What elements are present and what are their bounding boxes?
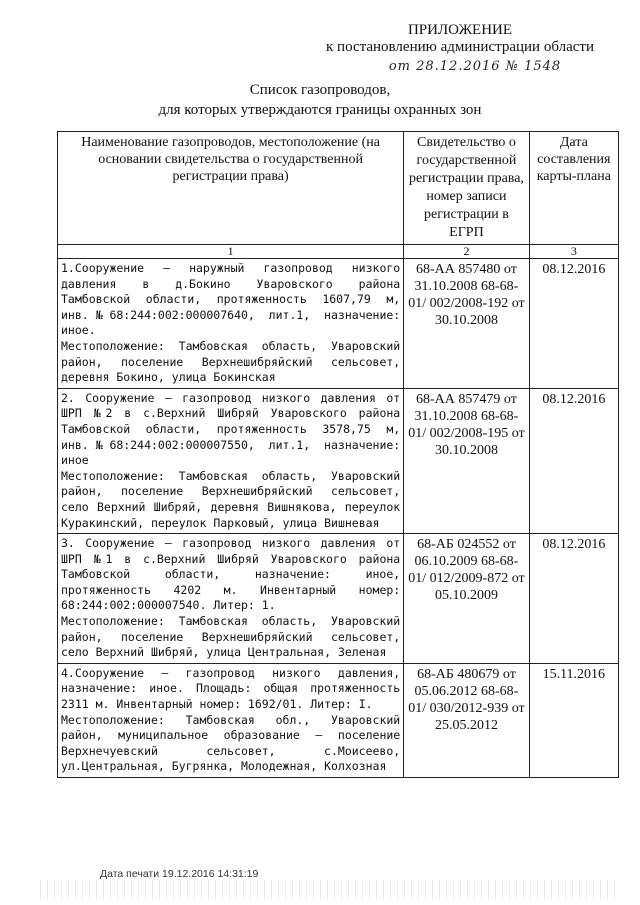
table-row	[58, 534, 619, 664]
pipeline-location: Местоположение: Тамбовская область, Уваровский район, поселение Верхнешибряйский сельсовет, село Верхний Шибряй, улица Центральная, Зеленая	[61, 614, 401, 660]
table-row	[58, 259, 619, 389]
table-row	[58, 663, 619, 777]
header-certificate: Свидетельство о государственной регистрации права, номер записи регистрации в ЕГРП	[404, 132, 529, 245]
pipeline-description: 4.Сооружение – газопровод низкого давления, назначение: иное. Площадь: общая протяженность 2311 м. Инвентарный номер: 1692/01. Литер: I.	[61, 665, 401, 712]
column-number: 2	[404, 245, 529, 259]
pipeline-location: Местоположение: Тамбовская обл., Уваровский район, муниципальное образование – поселение Верхнечуевский сельсовет, с.Моисеево, ул.Центральная, Бугрянка, Молодежная, Колхозная	[61, 712, 401, 774]
header-name-location: Наименование газопроводов, местоположение (на основании свидетельства о государственной регистрации права)	[58, 132, 404, 245]
document-title	[0, 80, 640, 120]
registration-certificate: 68-АБ 480679 от 05.06.2012 68-68-01/ 030/2012-939 от 25.05.2012	[404, 663, 529, 777]
row-description-cell	[58, 534, 404, 664]
pipelines-table	[57, 131, 619, 778]
appendix-title: ПРИЛОЖЕНИЕ	[407, 22, 513, 38]
column-number: 1	[58, 245, 404, 259]
pipeline-description: 2. Сооружение – газопровод низкого давления от ШРП №2 в с.Верхний Шибряй Уваровского района Тамбовской области, протяженность 3578,75 м, инв.№68:244:002:000007550, лит.1, назначение: иное	[61, 390, 401, 468]
pipeline-location: Местоположение: Тамбовская область, Уваровский район, поселение Верхнешибряйский сельсовет, деревня Бокино, улица Бокинская	[61, 338, 401, 385]
table-header-row	[58, 132, 619, 245]
map-plan-date: 08.12.2016	[529, 534, 618, 664]
appendix-header	[300, 22, 620, 75]
pipeline-description: 3. Сооружение – газопровод низкого давления от ШРП №1 в с.Верхний Шибряй Уваровского района Тамбовской области, назначение: иное, протяженность 4202 м. Инвентарный номер: 68:244:002:000007540. Литер: 1.	[61, 536, 401, 613]
row-description-cell	[58, 259, 404, 389]
scan-noise	[40, 880, 620, 900]
appendix-subtitle: к постановлению администрации области	[326, 39, 594, 55]
row-description-cell	[58, 388, 404, 533]
document-title-line1: Список газопроводов,	[249, 82, 391, 98]
print-date: Дата печати 19.12.2016 14:31:19	[100, 868, 259, 880]
handwritten-decree-number: от 28.12.2016 № 1548	[388, 59, 562, 74]
header-date: Дата составления карты-плана	[529, 132, 618, 245]
registration-certificate: 68-АА 857480 от 31.10.2008 68-68-01/ 002/2008-192 от 30.10.2008	[404, 259, 529, 389]
registration-certificate: 68-АБ 024552 от 06.10.2009 68-68-01/ 012/2009-872 от 05.10.2009	[404, 534, 529, 664]
row-description-cell	[58, 663, 404, 777]
column-number-row	[58, 245, 619, 259]
map-plan-date: 08.12.2016	[529, 388, 618, 533]
document-title-line2: для которых утверждаются границы охранных зон	[158, 102, 482, 118]
pipeline-description: 1.Сооружение – наружный газопровод низкого давления в д.Бокино Уваровского района Тамбовской области, протяженность 1607,79 м, инв.№68:244:002:000007640, лит.1, назначение: иное.	[61, 261, 401, 338]
map-plan-date: 15.11.2016	[529, 663, 618, 777]
table-row	[58, 388, 619, 533]
column-number: 3	[529, 245, 618, 259]
pipeline-location: Местоположение: Тамбовская область, Уваровский район, поселение Верхнешибряйский сельсовет, село Верхний Шибряй, деревня Вишнякова, переулок Куракинский, переулок Парковый, улица Вишневая	[61, 468, 401, 530]
map-plan-date: 08.12.2016	[529, 259, 618, 389]
registration-certificate: 68-АА 857479 от 31.10.2008 68-68-01/ 002/2008-195 от 30.10.2008	[404, 388, 529, 533]
